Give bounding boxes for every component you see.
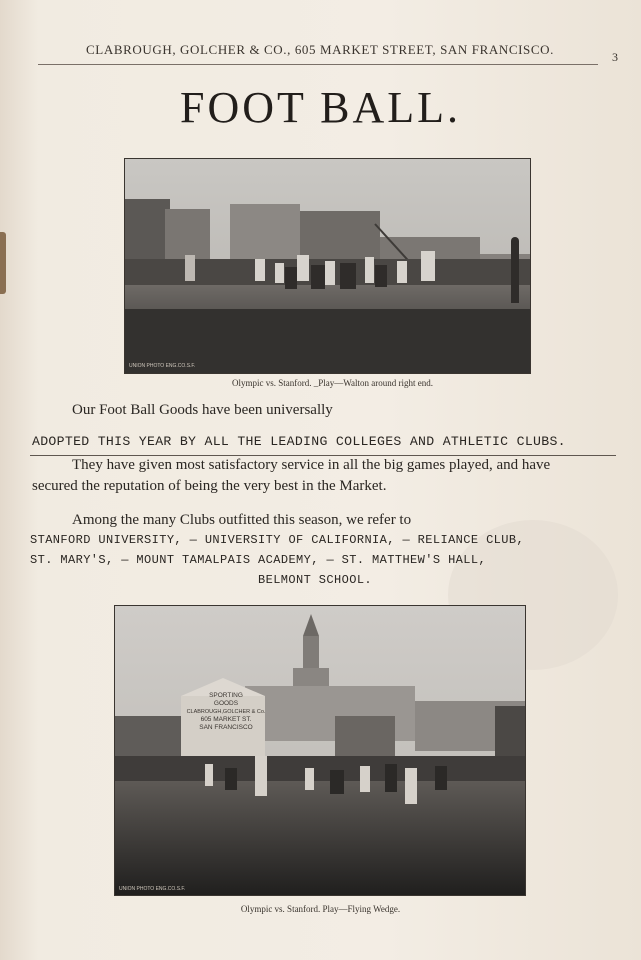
body-emphasis-line: ADOPTED THIS YEAR BY ALL THE LEADING COLLEGES AND ATHLETIC CLUBS. — [32, 434, 566, 449]
painted-sign — [185, 692, 267, 732]
photo-flying-wedge — [114, 605, 526, 896]
binding-tab — [0, 232, 6, 294]
page-header: CLABROUGH, GOLCHER & CO., 605 MARKET STREET, SAN FRANCISCO. — [86, 42, 554, 57]
sign-line: 605 MARKET ST. — [200, 716, 252, 723]
body-paragraph: Among the many Clubs outfitted this season, we refer to — [72, 512, 412, 528]
body-paragraph: They have given most satisfactory service in all the big games played, and have — [72, 457, 551, 473]
sign-line: SPORTING — [209, 692, 243, 699]
football-play-photo — [115, 606, 525, 895]
engraver-credit: UNION PHOTO ENG.CO.S.F. — [119, 886, 186, 892]
club-list-line: BELMONT SCHOOL. — [258, 573, 373, 587]
page-number: 3 — [612, 50, 618, 64]
body-paragraph: secured the reputation of being the very best in the Market. — [32, 478, 387, 494]
photo-walton-around-right-end — [124, 158, 531, 374]
body-paragraph: Our Foot Ball Goods have been universally — [72, 402, 333, 418]
sign-line: GOODS — [213, 700, 239, 707]
football-play-photo — [125, 159, 530, 373]
page-title: FOOT BALL. — [180, 83, 461, 132]
engraver-credit: UNION PHOTO ENG.CO.S.F. — [129, 363, 196, 369]
underline-rule — [30, 455, 616, 456]
photo-caption: Olympic vs. Stanford. Play—Flying Wedge. — [240, 904, 401, 914]
photo-caption: Olympic vs. Stanford. _Play—Walton around right end. — [232, 378, 433, 388]
header-rule — [38, 64, 598, 65]
club-list-line: ST. MARY'S, — MOUNT TAMALPAIS ACADEMY, — ST. MATTHEW'S HALL, — [30, 553, 487, 567]
sign-line: SAN FRANCISCO — [199, 724, 253, 731]
sign-line: CLABROUGH,GOLCHER & Co. — [186, 709, 266, 715]
club-list-line: STANFORD UNIVERSITY, — UNIVERSITY OF CALIFORNIA, — RELIANCE CLUB, — [30, 533, 525, 547]
